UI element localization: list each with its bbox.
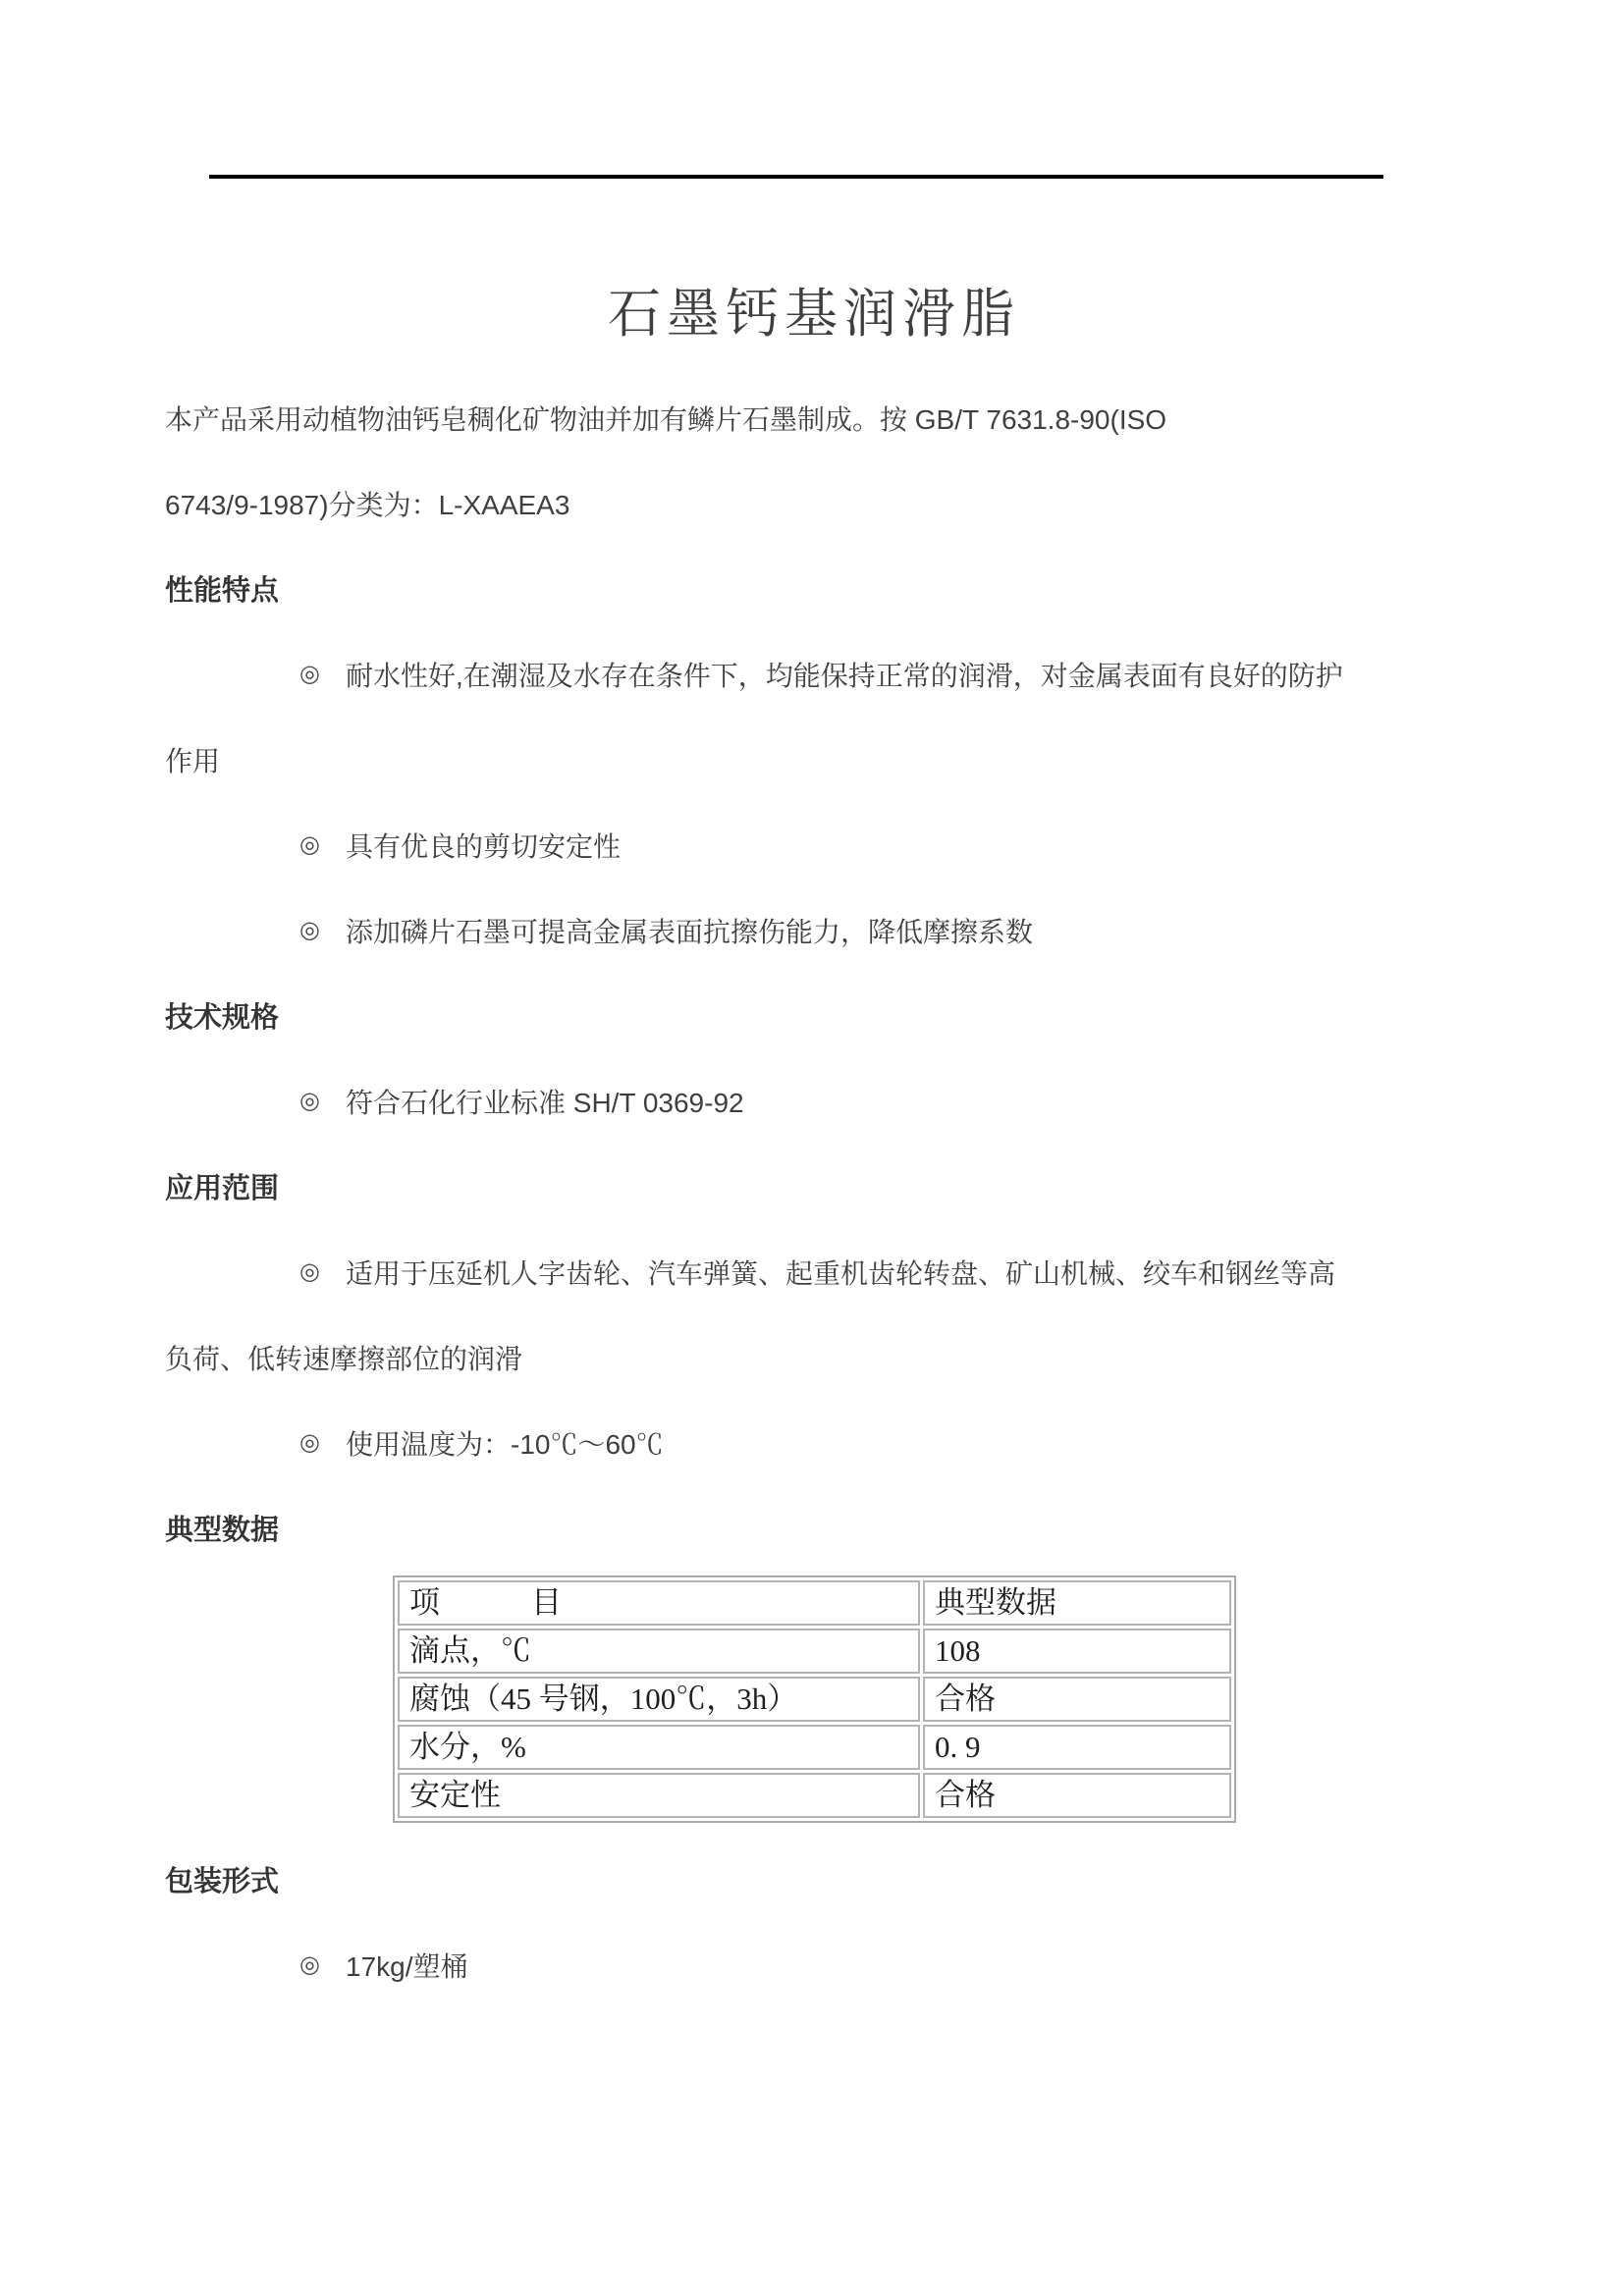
body-text <box>165 375 1463 2007</box>
list-item-text: 符合石化行业标准 SH/T 0369-92 <box>346 1087 744 1118</box>
list-item <box>165 1922 1463 2007</box>
table-header-row <box>398 1580 1231 1626</box>
table-cell-value: 合格 <box>923 1677 1231 1722</box>
table-cell-value: 0. 9 <box>923 1725 1231 1770</box>
table-row <box>398 1773 1231 1818</box>
table-cell-value: 108 <box>923 1629 1231 1674</box>
table-row <box>398 1629 1231 1674</box>
bullet-icon: ◎ <box>299 1087 320 1114</box>
section-heading-packaging: 包装形式 <box>165 1866 280 1897</box>
list-item-continuation: 作用 <box>165 745 221 776</box>
table-row <box>398 1725 1231 1770</box>
list-item <box>165 1058 1463 1144</box>
section-heading-application: 应用范围 <box>165 1173 280 1204</box>
list-item-text: 使用温度为：-10℃～60℃ <box>346 1428 664 1460</box>
table-cell-item: 腐蚀（45 号钢，100℃，3h） <box>398 1677 920 1722</box>
page-title: 石墨钙基润滑脂 <box>608 284 1020 344</box>
list-item-text: 17kg/塑桶 <box>346 1950 468 1982</box>
table-cell-value: 合格 <box>923 1773 1231 1818</box>
table-cell-item: 安定性 <box>398 1773 920 1818</box>
table-cell-item: 滴点，℃ <box>398 1629 920 1674</box>
list-item <box>165 802 1463 887</box>
bullet-icon: ◎ <box>299 1257 320 1285</box>
section-heading-typical-data: 典型数据 <box>165 1515 280 1546</box>
table-row <box>398 1677 1231 1722</box>
list-item <box>165 1229 1463 1314</box>
header-rule <box>209 175 1383 179</box>
intro-line-1: 本产品采用动植物油钙皂稠化矿物油并加有鳞片石墨制成。按 GB/T 7631.8-90(ISO <box>165 403 1167 435</box>
list-item-text: 添加磷片石墨可提高金属表面抗擦伤能力，降低摩擦系数 <box>346 916 1034 947</box>
section-heading-performance: 性能特点 <box>165 575 280 607</box>
list-item-text: 耐水性好,在潮湿及水存在条件下，均能保持正常的润滑，对金属表面有良好的防护 <box>346 660 1343 691</box>
list-item-continuation: 负荷、低转速摩擦部位的润滑 <box>165 1343 523 1374</box>
intro-line-2: 6743/9-1987)分类为：L-XAAEA3 <box>165 489 570 520</box>
section-heading-spec: 技术规格 <box>165 1002 280 1034</box>
bullet-icon: ◎ <box>299 916 320 943</box>
bullet-icon: ◎ <box>299 660 320 687</box>
table-header-value: 典型数据 <box>923 1580 1231 1626</box>
list-item-text: 具有优良的剪切安定性 <box>346 830 622 862</box>
bullet-icon: ◎ <box>299 1428 320 1456</box>
list-item <box>165 631 1463 717</box>
list-item <box>165 887 1463 973</box>
table-header-item: 项 目 <box>398 1580 920 1626</box>
bullet-icon: ◎ <box>299 1950 320 1978</box>
list-item <box>165 1400 1463 1485</box>
bullet-icon: ◎ <box>299 830 320 858</box>
document-content <box>165 236 1463 2007</box>
list-item-text: 适用于压延机人字齿轮、汽车弹簧、起重机齿轮转盘、矿山机械、绞车和钢丝等高 <box>346 1257 1336 1289</box>
typical-data-table <box>393 1575 1236 1823</box>
table-cell-item: 水分，% <box>398 1725 920 1770</box>
